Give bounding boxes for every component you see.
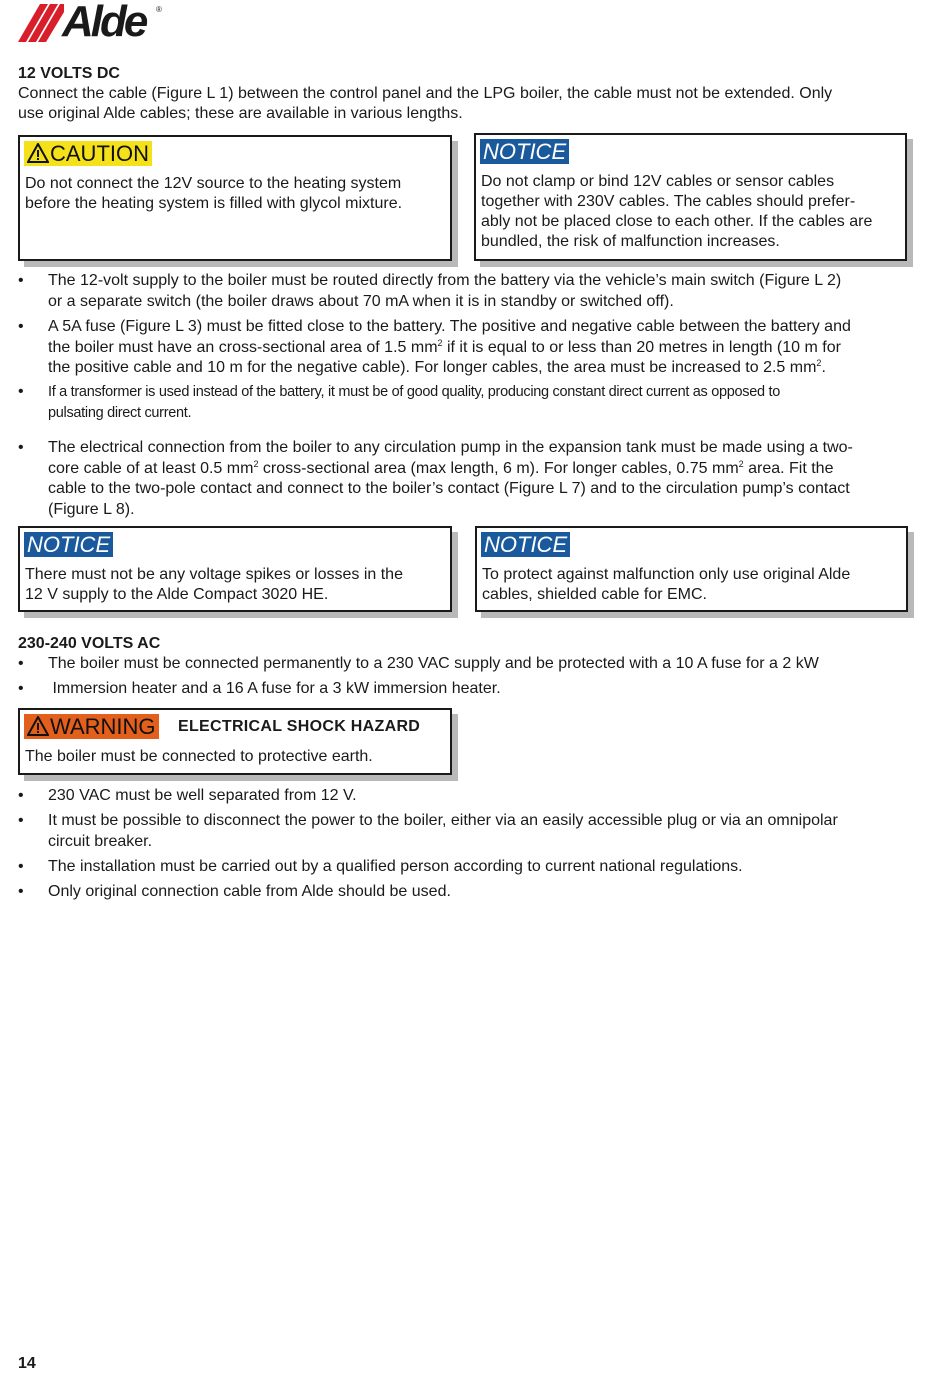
bullet-230-2: Immersion heater and a 16 A fuse for a 3 kW immersion heater.: [48, 680, 501, 697]
bullet: •: [18, 272, 24, 289]
logo-wordmark: Alde: [62, 0, 146, 46]
list-item: [18, 882, 908, 903]
notice-1-text-1: Do not clamp or bind 12V cables or sensor cables: [481, 173, 835, 190]
intro-line-1: Connect the cable (Figure L 1) between the control panel and the LPG boiler, the cable must not be extended. Only: [18, 85, 833, 102]
caution-label: CAUTION: [50, 141, 149, 166]
list-item: [18, 857, 908, 878]
warning-triangle-icon: [27, 143, 49, 163]
notice-1-text-4: bundled, the risk of malfunction increases.: [481, 233, 780, 250]
warning-box: [18, 708, 452, 775]
bullet-230-3: 230 VAC must be well separated from 12 V.: [48, 787, 357, 804]
bullet: •: [18, 383, 24, 400]
caution-box: [18, 135, 452, 261]
warning-triangle-icon: [27, 716, 49, 736]
bullet-230-5: The installation must be carried out by a qualified person according to current national regulations.: [48, 858, 743, 875]
alde-logo: [18, 0, 168, 46]
bullet-3-line-2: pulsating direct current.: [48, 404, 192, 421]
list-item: [18, 271, 908, 312]
bullet-2-line-1: A 5A fuse (Figure L 3) must be fitted close to the battery. The positive and negative cable between the battery and: [48, 318, 851, 335]
list-item: [18, 679, 908, 700]
warning-label: WARNING: [50, 714, 156, 739]
notice-tag: NOTICE: [24, 532, 113, 557]
bullet: •: [18, 439, 24, 456]
caution-text-2: before the heating system is filled with glycol mixture.: [25, 195, 403, 212]
bullet-3-line-1: If a transformer is used instead of the battery, it must be of good quality, producing constant direct current as opposed to: [48, 384, 780, 400]
warning-text-1: The boiler must be connected to protective earth.: [25, 748, 373, 765]
list-item: [18, 382, 908, 423]
bullet-230-4-line-2: circuit breaker.: [48, 832, 153, 850]
bullet-4-line-2: core cable of at least 0.5 $mm^2$ cross-sectional area (max length, 6 m). For longer cables, 0.75 $mm^2$ area. Fit the: [48, 458, 834, 477]
bullet: •: [18, 812, 24, 829]
list-item: [18, 811, 908, 852]
section-heading-12v: 12 VOLTS DC: [18, 65, 120, 82]
intro-line-2: use original Alde cables; these are available in various lengths.: [18, 105, 463, 122]
bullet-2-line-2: the boiler must have an cross-sectional area of 1.5 $mm^2$ if it is equal to or less than 20 metres in length (10 m for: [48, 337, 841, 356]
bullet-2-line-3: the positive cable and 10 m for the negative cable). For longer cables, the area must be increased to 2.5 $mm^2$.: [48, 358, 826, 376]
notice-3-text-1: To protect against malfunction only use original Alde: [482, 566, 851, 583]
list-item: [18, 654, 908, 675]
bullet: •: [18, 680, 24, 697]
notice-2-text-2: 12 V supply to the Alde Compact 3020 HE.: [25, 586, 329, 603]
bullet-1-line-1: The 12-volt supply to the boiler must be routed directly from the battery via the vehicle’s main switch (Figure L 2): [48, 272, 842, 289]
notice-tag: NOTICE: [481, 532, 570, 557]
list-item: [18, 317, 908, 379]
bullet-4-line-1: The electrical connection from the boiler to any circulation pump in the expansion tank must be made using a two-: [48, 439, 853, 456]
notice-2-text-1: There must not be any voltage spikes or losses in the: [25, 566, 403, 583]
notice-box-voltage: [18, 526, 452, 612]
notice-tag: NOTICE: [480, 139, 569, 164]
notice-3-text-2: cables, shielded cable for EMC.: [482, 586, 707, 603]
list-item: [18, 438, 908, 520]
warning-subtitle: ELECTRICAL SHOCK HAZARD: [178, 718, 421, 735]
caution-text-1: Do not connect the 12V source to the heating system: [25, 175, 402, 192]
bullet: •: [18, 655, 24, 672]
bullet-230-6: Only original connection cable from Alde should be used.: [48, 883, 451, 900]
registered-mark: ®: [156, 5, 162, 14]
bullet-1-line-2: or a separate switch (the boiler draws about 70 mA when it is in standby or switched off).: [48, 292, 674, 310]
bullet-4-line-3: cable to the two-pole contact and connect to the boiler’s contact (Figure L 7) and to the circulation pump’s contact: [48, 480, 850, 497]
warning-tag: [24, 714, 159, 739]
logo-stripes-icon: [18, 4, 64, 44]
notice-box-cables: [474, 133, 907, 261]
list-item: [18, 786, 908, 807]
page-number: 14: [18, 1355, 36, 1372]
bullet: •: [18, 858, 24, 875]
notice-1-text-2: together with 230V cables. The cables should prefer-: [481, 193, 856, 210]
bullet-4-line-4: (Figure L 8).: [48, 500, 135, 518]
bullet: •: [18, 787, 24, 804]
caution-tag: [24, 141, 152, 166]
bullet-230-1: The boiler must be connected permanently to a 230 VAC supply and be protected with a 10 A fuse for a 2 kW: [48, 655, 819, 672]
bullet-230-4-line-1: It must be possible to disconnect the power to the boiler, either via an easily accessible plug or via an omnipolar: [48, 812, 838, 829]
bullet: •: [18, 318, 24, 335]
section-heading-230v: 230-240 VOLTS AC: [18, 635, 161, 652]
bullet: •: [18, 883, 24, 900]
notice-1-text-3: ably not be placed close to each other. If the cables are: [481, 213, 873, 230]
notice-box-emc: [475, 526, 908, 612]
